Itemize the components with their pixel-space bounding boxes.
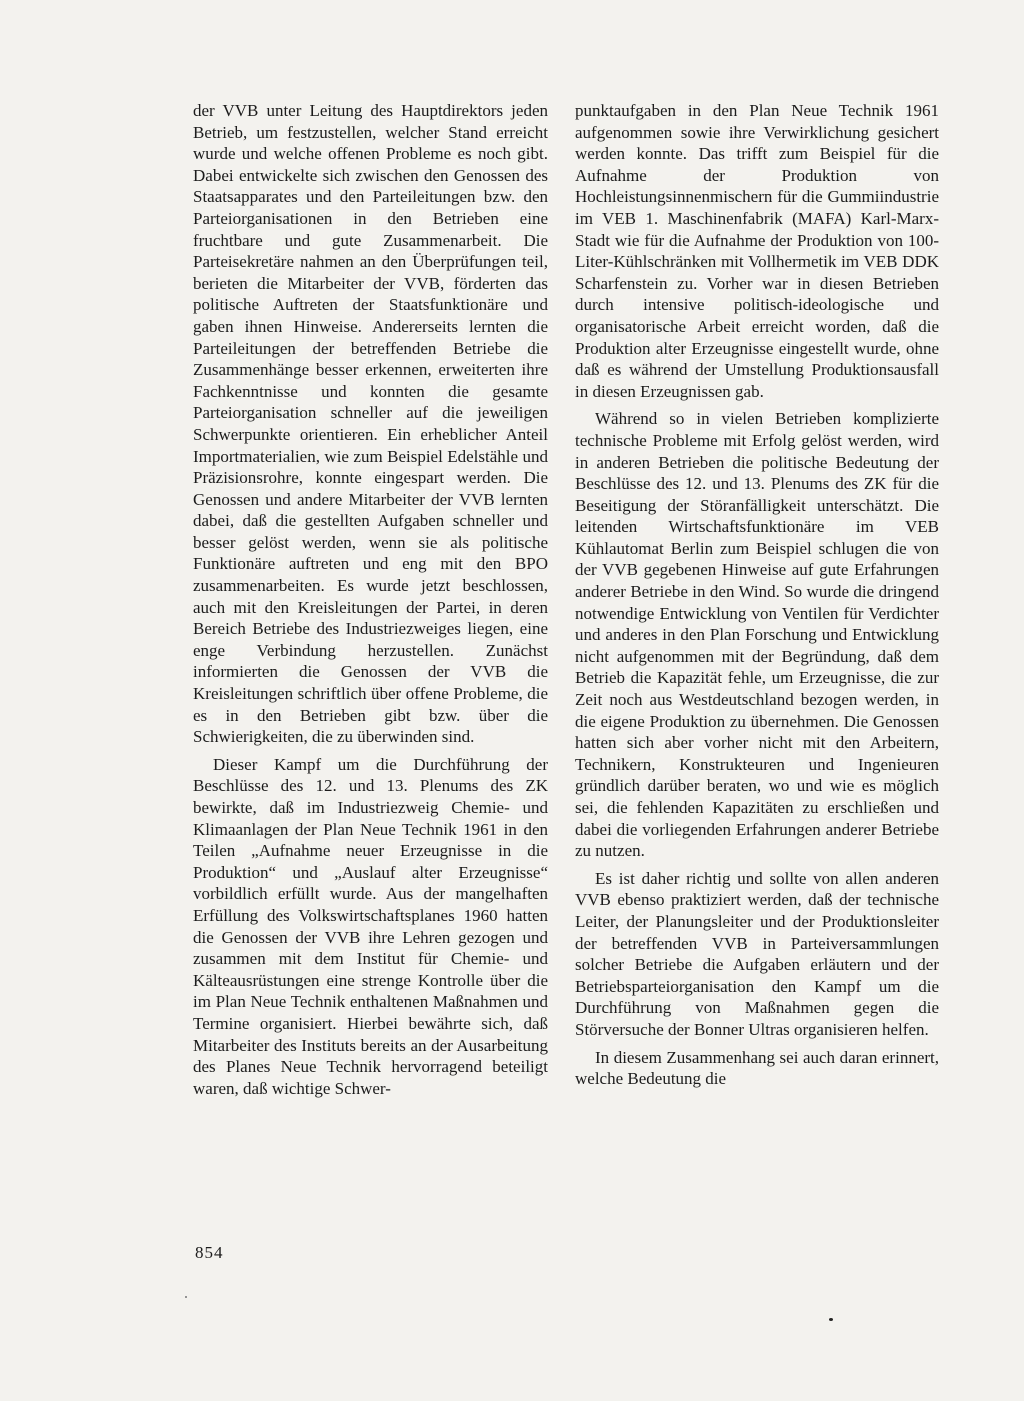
paragraph-right-2: Während so in vielen Betrieben komplizierte technische Probleme mit Erfolg gelöst werden, wird in anderen Betrieben die politische Bedeutung der Beschlüsse des 12. und 13. Plenums des ZK für die Beseitigung der Störanfälligkeit unterschätzt. Die leitenden Wirtschaftsfunktionäre im VEB Kühlautomat Berlin zum Beispiel schlugen die von der VVB gegebenen Hinweise auf gute Erfahrungen anderer Betriebe in den Wind. So wurde die dringend notwendige Entwicklung von Ventilen für Verdichter und anderes in den Plan Forschung und Entwicklung nicht aufgenommen mit der Begründung, daß dem Betrieb die Kapazität fehle, um Erzeugnisse, die zur Zeit noch aus Westdeutschland bezogen werden, in die eigene Produktion zu übernehmen. Die Genossen hatten sich aber vorher nicht mit den Arbeitern, Technikern, Konstrukteuren und Ingenieuren gründlich darüber beraten, wo und wie es möglich sei, die fehlenden Kapazitäten zu erschließen und dabei die vorliegenden Erfahrungen anderer Betriebe zu nutzen. [575, 409, 939, 861]
paragraph-right-4: In diesem Zusammenhang sei auch daran erinnert, welche Bedeutung die [575, 1047, 939, 1089]
right-column [575, 100, 939, 1090]
page-number: 854 [195, 1243, 224, 1262]
scan-speck [185, 1296, 187, 1298]
left-column [193, 100, 548, 1099]
scan-speck [829, 1318, 833, 1321]
paragraph-right-1: punktaufgaben in den Plan Neue Technik 1961 aufgenommen sowie ihre Verwirklichung gesichert werden konnte. Das trifft zum Beispiel für die Aufnahme der Produktion von Hochleistungsinnenmischern für die Gummiindustrie im VEB 1. Maschinenfabrik (MAFA) Karl-Marx-Stadt wie für die Aufnahme der Produktion von 100-Liter-Kühlschränken mit Vollhermetik im VEB DDK Scharfenstein zu. Vorher war in diesen Betrieben durch intensive politisch-ideologische und organisatorische Arbeit erreicht worden, daß die Produktion alter Erzeugnisse eingestellt wurde, ohne daß es während der Umstellung Produktionsausfall in diesen Erzeugnissen gab. [575, 101, 939, 401]
paragraph-left-2: Dieser Kampf um die Durchführung der Beschlüsse des 12. und 13. Plenums des ZK bewirkte, daß im Industriezweig Chemie- und Klimaanlagen der Plan Neue Technik 1961 in den Teilen „Aufnahme neuer Erzeugnisse in die Produktion“ und „Auslauf alter Erzeugnisse“ vorbildlich erfüllt wurde. Aus der mangelhaften Erfüllung des Volkswirtschaftsplanes 1960 hatten die Genossen der VVB ihre Lehren gezogen und zusammen mit dem Institut für Chemie- und Kälteausrüstungen eine strenge Kontrolle über die im Plan Neue Technik enthaltenen Maßnahmen und Termine organisiert. Hierbei bewährte sich, daß Mitarbeiter des Instituts bereits an der Ausarbeitung des Planes Neue Technik hervorragend beteiligt waren, daß wichtige Schwer- [193, 754, 548, 1098]
paragraph-right-3: Es ist daher richtig und sollte von allen anderen VVB ebenso praktiziert werden, daß der technische Leiter, der Planungsleiter und der Produktionsleiter der betreffenden VVB in Parteiversammlungen solcher Betriebe die Aufgaben erläutern und der Betriebsparteiorganisation den Kampf um die Durchführung von Maßnahmen gegen die Störversuche der Bonner Ultras organisieren helfen. [575, 868, 939, 1039]
paragraph-left-1: der VVB unter Leitung des Hauptdirektors jeden Betrieb, um festzustellen, welcher Stand erreicht wurde und welche offenen Probleme es noch gibt. Dabei entwickelte sich zwischen den Genossen des Staatsapparates und den Parteileitungen bzw. den Parteiorganisationen in den Betrieben eine fruchtbare und gute Zusammenarbeit. Die Parteisekretäre nahmen an den Überprüfungen teil, berieten die Mitarbeiter der VVB, förderten das politische Auftreten der Staatsfunktionäre und gaben ihnen Hinweise. Andererseits lernten die Parteileitungen der betreffenden Betriebe die Zusammenhänge besser erkennen, erweiterten ihre Fachkenntnisse und konnten die gesamte Parteiorganisation schneller auf die jeweiligen Schwerpunkte orientieren. Ein erheblicher Anteil Importmaterialien, wie zum Beispiel Edelstähle und Präzisionsrohre, konnte eingespart werden. Die Genossen und andere Mitarbeiter der VVB lernten dabei, daß die gestellten Aufgaben schneller und besser gelöst werden, wenn sie als politische Funktionäre auftreten und eng mit den BPO zusammenarbeiten. Es wurde jetzt beschlossen, auch mit den Kreisleitungen der Partei, in deren Bereich Betriebe des Industriezweiges liegen, eine enge Verbindung herzustellen. Zunächst informierten die Genossen der VVB die Kreisleitungen schriftlich über offene Probleme, die es in den Betrieben gibt bzw. über die Schwierigkeiten, die zu überwinden sind. [193, 101, 548, 747]
